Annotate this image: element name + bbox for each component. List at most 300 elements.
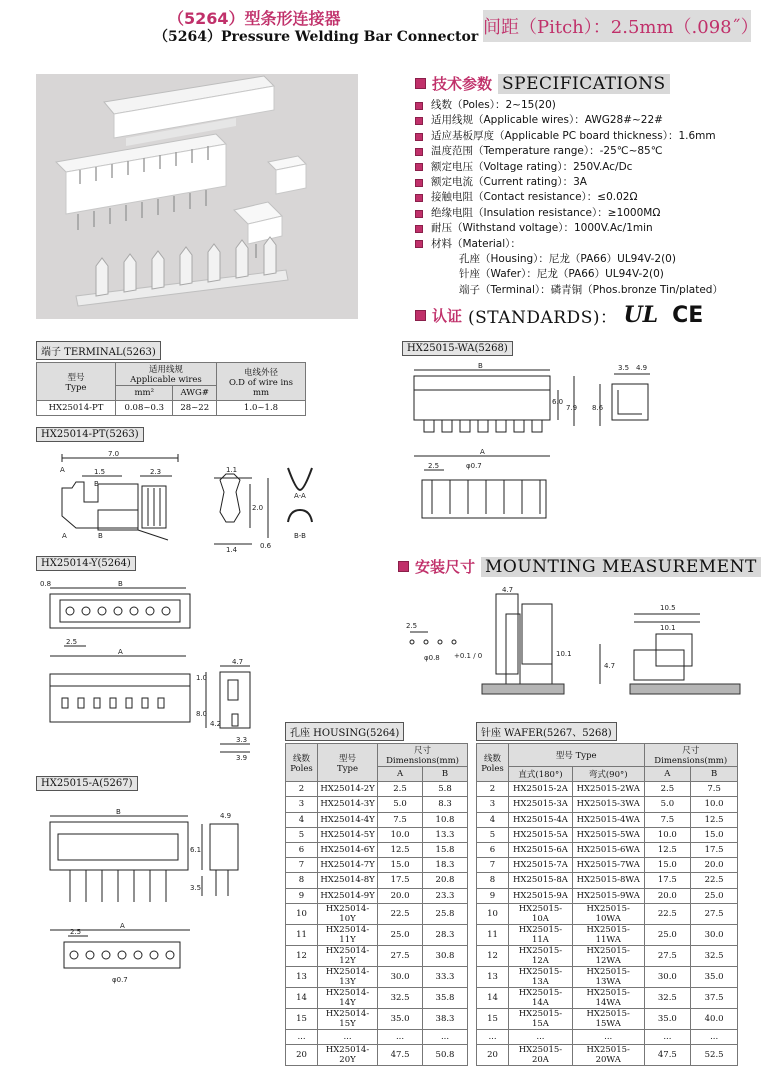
th-type-en: Type: [337, 763, 358, 774]
table-row: [286, 987, 468, 1008]
bullet-square-icon: [415, 117, 423, 125]
dim-label: 2.5: [406, 622, 418, 630]
spec-text: 温度范围（Temperature range）：-25℃~85℃: [431, 145, 663, 158]
spec-text: 绝缘电阻（Insulation resistance）：≥1000MΩ: [431, 206, 661, 219]
table-cell: 7.5: [691, 782, 738, 797]
drawing-detail: [118, 951, 126, 959]
table-cell: 8: [477, 873, 509, 888]
table-cell: 22.5: [644, 903, 691, 924]
table-cell: 11: [477, 924, 509, 945]
th-od-en: O.D of wire ins: [229, 377, 293, 388]
bullet-square-icon: [415, 148, 423, 156]
drawing-detail: [62, 698, 68, 708]
table-cell: 3: [286, 797, 318, 812]
table-row: [477, 842, 738, 857]
table-cell: HX25014-12Y: [318, 945, 378, 966]
housing-table: [285, 743, 468, 1066]
table-cell: HX25015-8WA: [572, 873, 644, 888]
drawing-detail: [166, 951, 174, 959]
dim-label: B: [478, 362, 483, 370]
dim-label: 3.3: [236, 736, 248, 744]
dim-label: 10.1: [556, 650, 572, 658]
table-cell: 5.0: [644, 797, 691, 812]
table-row: [286, 903, 468, 924]
table-cell: 15.0: [691, 827, 738, 842]
dim-label: φ0.8: [424, 654, 440, 662]
drawing-detail: [78, 698, 84, 708]
table-cell: 10.0: [691, 797, 738, 812]
table-cell: HX25014-2Y: [318, 782, 378, 797]
bullet-square-icon: [398, 561, 409, 572]
table-cell: 2.5: [378, 782, 423, 797]
table-cell: HX25015-7A: [509, 858, 573, 873]
th-poles-cn: 线数: [292, 753, 310, 764]
bullet-square-icon: [415, 179, 423, 187]
table-cell: 27.5: [378, 945, 423, 966]
table-cell: 10.0: [378, 827, 423, 842]
standards-title-en: (STANDARDS)：: [468, 307, 618, 328]
table-row: [286, 827, 468, 842]
table-cell: HX25014-15Y: [318, 1008, 378, 1029]
th-180: 直式(180°): [509, 767, 573, 782]
spec-text: 线数（Poles）：2~15(20): [431, 99, 556, 111]
th-wire-cn: 适用线规: [148, 365, 183, 375]
table-cell: HX25014-9Y: [318, 888, 378, 903]
dim-label: 2.0: [252, 504, 264, 512]
terminal-table: [36, 362, 306, 416]
table-row: [477, 987, 738, 1008]
mounting-title-en: MOUNTING MEASUREMENT: [481, 557, 761, 577]
dim-label: φ0.7: [466, 462, 482, 470]
material-row: 孔座（Housing）：尼龙（PA66）UL94V-2(0): [459, 253, 676, 266]
th-type: 型号 Type: [509, 744, 645, 767]
dim-label: 0.8: [40, 580, 52, 588]
standards-title-cn: 认证: [432, 306, 463, 325]
th-poles-cn: 线数: [483, 753, 501, 764]
y-drawing-label: HX25014-Y(5264): [36, 556, 136, 571]
table-cell: 30.0: [378, 966, 423, 987]
table-cell: HX25014-13Y: [318, 966, 378, 987]
dim-label: +0.1 / 0: [454, 652, 483, 660]
table-cell: 20.0: [691, 858, 738, 873]
spec-row: [415, 129, 723, 144]
table-cell: 32.5: [644, 987, 691, 1008]
table-cell: 15.0: [644, 858, 691, 873]
pitch-badge: [483, 10, 759, 42]
table-cell: HX25014-11Y: [318, 924, 378, 945]
table-cell: HX25015-3A: [509, 797, 573, 812]
table-cell: HX25014-3Y: [318, 797, 378, 812]
table-cell: 4: [286, 812, 318, 827]
drawing-detail: [162, 607, 170, 615]
table-cell: HX25015-4A: [509, 812, 573, 827]
table-cell: 28~22: [173, 401, 217, 416]
dim-label: B-B: [294, 532, 306, 540]
table-row: [477, 827, 738, 842]
spec-row: [415, 206, 723, 221]
dim-label: 3.5: [618, 364, 630, 372]
th-awg: AWG#: [173, 386, 217, 401]
table-row: [477, 1029, 738, 1044]
table-row: [477, 966, 738, 987]
table-cell: HX25015-11WA: [572, 924, 644, 945]
drawing-detail: [134, 951, 142, 959]
table-cell: HX25014-14Y: [318, 987, 378, 1008]
specs-list: [415, 98, 723, 298]
y-drawing: [36, 576, 264, 766]
drawing-detail: [66, 607, 74, 615]
table-cell: HX25014-5Y: [318, 827, 378, 842]
table-cell: 6: [477, 842, 509, 857]
table-cell: 27.5: [644, 945, 691, 966]
dim-label: 3.5: [190, 884, 202, 892]
th-poles-en: Poles: [290, 763, 313, 774]
table-cell: HX25014-7Y: [318, 858, 378, 873]
table-cell: 7.5: [644, 812, 691, 827]
table-cell: 10.8: [423, 812, 468, 827]
table-cell: 30.0: [644, 966, 691, 987]
table-cell: 5.8: [423, 782, 468, 797]
bullet-square-icon: [415, 310, 426, 321]
th-od-mm: mm: [252, 387, 270, 398]
table-cell: HX25014-20Y: [318, 1044, 378, 1065]
dim-label: 1.1: [226, 466, 238, 474]
table-row: [37, 401, 306, 416]
table-cell: ...: [477, 1029, 509, 1044]
table-row: [286, 873, 468, 888]
bullet-square-icon: [415, 210, 423, 218]
table-cell: HX25015-10A: [509, 903, 573, 924]
table-cell: ...: [509, 1029, 573, 1044]
table-cell: HX25015-4WA: [572, 812, 644, 827]
dim-label: 1.4: [226, 546, 238, 554]
mounting-title-cn: 安装尺寸: [415, 558, 476, 576]
dim-label: B: [118, 580, 123, 588]
th-type-cn: 型号: [339, 753, 357, 764]
spec-text: 适应基板厚度（Applicable PC board thickness）：1.6mm: [431, 129, 716, 142]
table-cell: 9: [286, 888, 318, 903]
specs-title-en: SPECIFICATIONS: [498, 74, 670, 94]
table-row: [477, 888, 738, 903]
standards-heading: [415, 302, 703, 328]
table-cell: 17.5: [644, 873, 691, 888]
table-cell: 50.8: [423, 1044, 468, 1065]
dim-label: 6.1: [190, 846, 202, 854]
ce-mark: CE: [672, 302, 704, 328]
spec-row: [415, 98, 723, 113]
table-row: [286, 858, 468, 873]
table-cell: HX25015-10WA: [572, 903, 644, 924]
table-cell: 40.0: [691, 1008, 738, 1029]
dim-label: 1.0: [196, 674, 208, 682]
table-row: [286, 924, 468, 945]
drawing-detail: [460, 420, 470, 432]
spec-text: 接触电阻（Contact resistance）：≤0.02Ω: [431, 191, 638, 204]
table-cell: 35.0: [378, 1008, 423, 1029]
dim-label: 4.7: [502, 586, 514, 594]
table-row: [286, 842, 468, 857]
th-b: B: [691, 767, 738, 782]
table-cell: 20.0: [378, 888, 423, 903]
dim-label: 0.6: [260, 542, 272, 550]
dim-label: 4.7: [604, 662, 616, 670]
spec-row: [415, 221, 723, 236]
bullet-square-icon: [415, 133, 423, 141]
table-cell: HX25015-9A: [509, 888, 573, 903]
table-cell: 12: [477, 945, 509, 966]
table-cell: 37.5: [691, 987, 738, 1008]
table-cell: 25.0: [691, 888, 738, 903]
dim-label: B: [116, 808, 121, 816]
table-row: [477, 797, 738, 812]
drawing-detail: [70, 951, 78, 959]
table-cell: 2: [477, 782, 509, 797]
table-cell: HX25015-12WA: [572, 945, 644, 966]
table-row: [477, 1008, 738, 1029]
wa-drawing: [404, 360, 684, 550]
spec-text: 耐压（Withstand voltage）：1000V.Ac/1min: [431, 222, 653, 235]
table-row: [477, 903, 738, 924]
table-cell: HX25015-14A: [509, 987, 573, 1008]
dim-label: 2.5: [428, 462, 440, 470]
table-row: [477, 858, 738, 873]
drawing-detail: [98, 607, 106, 615]
dim-label: 1.5: [94, 468, 106, 476]
dim-label: 6.0: [552, 398, 564, 406]
table-cell: 3: [477, 797, 509, 812]
dim-label: 4.9: [636, 364, 648, 372]
table-cell: 25.8: [423, 903, 468, 924]
th-mm2: mm²: [116, 386, 173, 401]
table-cell: 25.0: [644, 924, 691, 945]
table-row: [286, 966, 468, 987]
table-cell: HX25015-2WA: [572, 782, 644, 797]
table-row: [477, 812, 738, 827]
table-cell: 5: [477, 827, 509, 842]
table-cell: HX25014-8Y: [318, 873, 378, 888]
table-cell: HX25015-13WA: [572, 966, 644, 987]
specs-heading: [415, 73, 670, 94]
table-cell: 12.5: [644, 842, 691, 857]
table-cell: HX25015-15A: [509, 1008, 573, 1029]
table-cell: ...: [318, 1029, 378, 1044]
table-cell: HX25015-5WA: [572, 827, 644, 842]
table-cell: HX25014-PT: [37, 401, 116, 416]
table-cell: 5.0: [378, 797, 423, 812]
dim-label: 7.0: [108, 450, 120, 458]
table-cell: HX25014-10Y: [318, 903, 378, 924]
table-cell: 32.5: [378, 987, 423, 1008]
table-cell: 12: [286, 945, 318, 966]
terminal-label: 端子 TERMINAL(5263): [36, 341, 161, 360]
table-cell: 12.5: [691, 812, 738, 827]
dim-label: A: [60, 466, 65, 474]
table-cell: 22.5: [691, 873, 738, 888]
table-cell: 14: [477, 987, 509, 1008]
table-cell: HX25015-9WA: [572, 888, 644, 903]
product-photo: [36, 74, 358, 319]
table-cell: 18.3: [423, 858, 468, 873]
table-cell: 4: [477, 812, 509, 827]
table-row: [477, 924, 738, 945]
bullet-square-icon: [415, 225, 423, 233]
table-cell: 17.5: [378, 873, 423, 888]
th-od-cn: 电线外径: [243, 367, 278, 378]
table-cell: HX25015-6WA: [572, 842, 644, 857]
drawing-detail: [496, 420, 506, 432]
material-row: 端子（Terminal）：磷青铜（Phos.bronze Tin/plated）: [459, 283, 723, 296]
drawing-detail: [424, 420, 434, 432]
drawing-detail: [126, 698, 132, 708]
th-90: 弯式(90°): [572, 767, 644, 782]
dim-label: 4.9: [220, 812, 232, 820]
drawing-detail: [150, 951, 158, 959]
dim-label: A: [62, 532, 67, 540]
drawing-detail: [130, 607, 138, 615]
table-cell: 10.0: [644, 827, 691, 842]
spec-row: [415, 237, 723, 252]
table-cell: 52.5: [691, 1044, 738, 1065]
table-cell: ...: [644, 1029, 691, 1044]
table-cell: 13: [477, 966, 509, 987]
bullet-square-icon: [415, 102, 423, 110]
wafer-table: [476, 743, 738, 1066]
drawing-detail: [110, 698, 116, 708]
table-cell: 22.5: [378, 903, 423, 924]
th-type-cn: 型号: [67, 372, 85, 383]
table-cell: 7.5: [378, 812, 423, 827]
table-row: [477, 873, 738, 888]
drawing-detail: [142, 698, 148, 708]
table-cell: 20.0: [644, 888, 691, 903]
wafer-label: 针座 WAFER(5267、5268): [476, 722, 617, 741]
drawing-detail: [102, 951, 110, 959]
dim-label: 2.5: [66, 638, 78, 646]
table-cell: 20.8: [423, 873, 468, 888]
drawing-detail: [86, 951, 94, 959]
spec-row: [415, 144, 723, 159]
table-cell: HX25015-14WA: [572, 987, 644, 1008]
page-title-cn: （5264）型条形连接器: [168, 9, 341, 28]
dim-label: 4.2: [210, 720, 222, 728]
dim-label: φ0.7: [112, 976, 128, 984]
table-cell: ...: [378, 1029, 423, 1044]
table-cell: HX25015-20WA: [572, 1044, 644, 1065]
table-cell: 32.5: [691, 945, 738, 966]
drawing-detail: [82, 607, 90, 615]
table-cell: 7: [477, 858, 509, 873]
table-row: [477, 945, 738, 966]
dim-label: 4.7: [232, 658, 244, 666]
table-cell: 13: [286, 966, 318, 987]
pitch-text: 间距（Pitch）：2.5mm（.098˝）: [483, 17, 759, 38]
table-cell: 10: [286, 903, 318, 924]
table-cell: 14: [286, 987, 318, 1008]
dim-label: A: [120, 922, 125, 930]
table-cell: 47.5: [644, 1044, 691, 1065]
th-a: A: [378, 767, 423, 782]
spec-text: 额定电流（Current rating）：3A: [431, 176, 587, 189]
dim-label: B: [98, 532, 103, 540]
drawing-detail: [532, 420, 542, 432]
page-title-en: （5264）Pressure Welding Bar Connector: [154, 29, 479, 45]
bullet-square-icon: [415, 163, 423, 171]
table-cell: ...: [691, 1029, 738, 1044]
table-cell: 11: [286, 924, 318, 945]
drawing-detail: [114, 607, 122, 615]
specs-title-cn: 技术参数: [432, 75, 493, 93]
th-type-en: Type: [65, 382, 87, 393]
pt-drawing-label: HX25014-PT(5263): [36, 427, 144, 442]
dim-label: 10.5: [660, 604, 676, 612]
table-cell: HX25015-15WA: [572, 1008, 644, 1029]
wa-drawing-label: HX25015-WA(5268): [402, 341, 513, 356]
ul-mark: UL: [623, 302, 659, 328]
mounting-drawing: [398, 584, 742, 708]
table-cell: HX25014-6Y: [318, 842, 378, 857]
drawing-detail: [478, 420, 488, 432]
spec-row: [415, 113, 723, 128]
table-cell: 15.0: [378, 858, 423, 873]
mounting-heading: [398, 556, 761, 577]
dim-label: A: [480, 448, 485, 456]
table-cell: 25.0: [378, 924, 423, 945]
a-drawing: [40, 806, 270, 986]
table-cell: 20: [477, 1044, 509, 1065]
table-cell: 2.5: [644, 782, 691, 797]
table-row: [286, 888, 468, 903]
bullet-square-icon: [415, 78, 426, 89]
drawing-detail: [442, 420, 452, 432]
drawing-detail: [514, 420, 524, 432]
dim-label: A: [118, 648, 123, 656]
table-cell: 38.3: [423, 1008, 468, 1029]
housing-label: 孔座 HOUSING(5264): [285, 722, 404, 741]
table-cell: HX25014-4Y: [318, 812, 378, 827]
table-cell: 30.8: [423, 945, 468, 966]
table-cell: 8.3: [423, 797, 468, 812]
table-row: [286, 945, 468, 966]
table-cell: HX25015-20A: [509, 1044, 573, 1065]
table-cell: HX25015-3WA: [572, 797, 644, 812]
table-cell: 30.0: [691, 924, 738, 945]
th-dim: 尺寸Dimensions(mm): [644, 744, 738, 767]
table-cell: 1.0~1.8: [217, 401, 306, 416]
table-cell: HX25015-13A: [509, 966, 573, 987]
dim-label: 8.6: [592, 404, 604, 412]
drawing-detail: [158, 698, 164, 708]
table-cell: 23.3: [423, 888, 468, 903]
th-a: A: [644, 767, 691, 782]
table-cell: 6: [286, 842, 318, 857]
material-row: 针座（Wafer）：尼龙（PA66）UL94V-2(0): [459, 268, 664, 281]
th-dim: 尺寸Dimensions(mm): [378, 744, 468, 767]
table-cell: 33.3: [423, 966, 468, 987]
spec-row: [415, 190, 723, 205]
table-cell: HX25015-12A: [509, 945, 573, 966]
table-cell: 2: [286, 782, 318, 797]
th-b: B: [423, 767, 468, 782]
table-cell: 13.3: [423, 827, 468, 842]
table-cell: 17.5: [691, 842, 738, 857]
table-cell: HX25015-11A: [509, 924, 573, 945]
pt-drawing: [40, 448, 330, 558]
table-row: [286, 782, 468, 797]
dim-label: 8.0: [196, 710, 208, 718]
spec-row: [415, 160, 723, 175]
product-photo-illustration: [36, 74, 358, 319]
spec-text: 适用线规（Applicable wires）：AWG28#~22#: [431, 114, 663, 127]
